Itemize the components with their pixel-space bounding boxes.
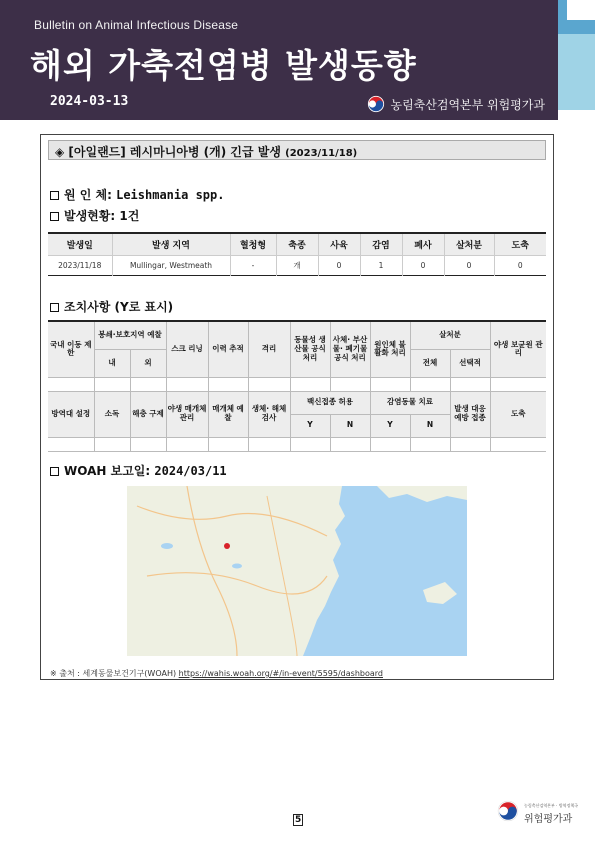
measure-header: 원인체 불활화 처리 xyxy=(370,321,410,377)
col-header: 감염 xyxy=(360,233,402,255)
checkbox-square-icon xyxy=(50,303,59,312)
outbreak-map xyxy=(127,486,467,656)
table-cell: 0 xyxy=(494,255,546,275)
measure-subheader: Y xyxy=(370,414,410,437)
status-label: 발생현황: xyxy=(64,209,120,223)
pathogen-label: 원 인 체: xyxy=(64,188,117,202)
table-cell xyxy=(490,377,546,391)
table-row xyxy=(48,255,546,275)
col-header: 발생 지역 xyxy=(112,233,230,255)
col-header: 혈청형 xyxy=(230,233,276,255)
woah-label: WOAH 보고일: xyxy=(64,464,155,478)
measure-subheader: N xyxy=(410,414,450,437)
table-cell xyxy=(48,377,94,391)
table-cell: 0 xyxy=(444,255,494,275)
table-cell xyxy=(94,377,130,391)
page-title: 해외 가축전염병 발생동향 xyxy=(30,46,417,85)
measures-table xyxy=(48,320,546,452)
table-cell xyxy=(166,377,208,391)
table-row xyxy=(48,377,546,391)
woah-date: 2024/03/11 xyxy=(154,464,227,478)
korea-emblem-icon xyxy=(497,800,519,822)
org-label xyxy=(367,95,545,113)
checkbox-square-icon xyxy=(50,191,59,200)
table-cell xyxy=(130,437,166,451)
measures-label: 조치사항 (Y로 표시) xyxy=(64,300,174,314)
table-cell xyxy=(370,377,410,391)
table-cell: 2023/11/18 xyxy=(48,255,112,275)
table-cell xyxy=(166,437,208,451)
measure-header: 해충 구제 xyxy=(130,391,166,437)
issue-date: 2024-03-13 xyxy=(50,94,129,109)
col-header: 발생일 xyxy=(48,233,112,255)
measure-header: 스크 리닝 xyxy=(166,321,208,377)
table-cell xyxy=(450,437,490,451)
table-cell: 개 xyxy=(276,255,318,275)
col-header: 살처분 xyxy=(444,233,494,255)
table-cell xyxy=(330,377,370,391)
footer-org: 위험평가과 xyxy=(524,814,573,825)
measure-header: 발생 대응 예방 접종 xyxy=(450,391,490,437)
measure-subheader: 내 xyxy=(94,350,130,377)
table-cell xyxy=(290,437,330,451)
measure-subheader: 외 xyxy=(130,350,166,377)
measure-header: 격리 xyxy=(248,321,290,377)
bulletin-label: Bulletin on Animal Infectious Disease xyxy=(34,18,239,32)
measure-header: 감염동물 치료 xyxy=(370,391,450,414)
col-header: 폐사 xyxy=(402,233,444,255)
pathogen-line xyxy=(50,186,224,203)
table-cell: Mullingar, Westmeath xyxy=(112,255,230,275)
table-cell: 0 xyxy=(318,255,360,275)
report-title-date: (2023/11/18) xyxy=(285,148,358,159)
checkbox-square-icon xyxy=(50,467,59,476)
footer-org-small: 농림축산검역본부 · 방역정책국 xyxy=(524,803,579,808)
outbreak-table xyxy=(48,232,546,276)
measure-header: 방역대 설정 xyxy=(48,391,94,437)
measure-subheader: 선택적 xyxy=(450,350,490,377)
source-note xyxy=(50,668,383,679)
table-cell xyxy=(370,437,410,451)
table-cell xyxy=(410,377,450,391)
table-cell xyxy=(248,437,290,451)
table-cell xyxy=(290,377,330,391)
measure-header: 동물성 생산물 공식 처리 xyxy=(290,321,330,377)
table-cell xyxy=(208,377,248,391)
korea-emblem-icon xyxy=(367,95,385,113)
measure-header: 매개체 예찰 xyxy=(208,391,248,437)
outbreak-marker-icon xyxy=(224,543,230,549)
col-header: 사육 xyxy=(318,233,360,255)
table-row xyxy=(48,437,546,451)
table-cell xyxy=(410,437,450,451)
header-accent-notch xyxy=(567,0,595,20)
measure-header: 살처분 xyxy=(410,321,490,350)
status-line xyxy=(50,207,139,224)
measure-header: 야생 보균원 관리 xyxy=(490,321,546,377)
table-cell xyxy=(330,437,370,451)
measure-subheader: Y xyxy=(290,414,330,437)
measure-header: 국내 이동 제한 xyxy=(48,321,94,377)
report-title-text: ◈ [아일랜드] 레시마니아병 (개) 긴급 발생 xyxy=(55,145,281,159)
source-link[interactable]: https://wahis.woah.org/#/in-event/5595/dashboard xyxy=(178,669,383,678)
pathogen-value: Leishmania spp. xyxy=(116,188,225,202)
org-name: 농림축산검역본부 위험평가과 xyxy=(390,97,545,112)
measure-header: 도축 xyxy=(490,391,546,437)
measure-header: 소독 xyxy=(94,391,130,437)
table-cell xyxy=(94,437,130,451)
checkbox-square-icon xyxy=(50,212,59,221)
table-cell xyxy=(450,377,490,391)
table-cell xyxy=(208,437,248,451)
table-cell: 0 xyxy=(402,255,444,275)
measure-header: 야생 매개체 관리 xyxy=(166,391,208,437)
measure-header: 생체· 해체 검사 xyxy=(248,391,290,437)
measure-header: 봉쇄·보호지역 예찰 xyxy=(94,321,166,350)
table-cell xyxy=(248,377,290,391)
status-value: 1건 xyxy=(119,209,140,223)
measure-header: 이력 추적 xyxy=(208,321,248,377)
table-cell xyxy=(490,437,546,451)
report-title xyxy=(48,140,546,160)
table-header-row xyxy=(48,233,546,255)
measure-header: 사체· 부산물· 폐기물 공식 처리 xyxy=(330,321,370,377)
measure-header: 백신접종 허용 xyxy=(290,391,370,414)
table-cell xyxy=(48,437,94,451)
table-cell: - xyxy=(230,255,276,275)
table-cell: 1 xyxy=(360,255,402,275)
page-number: 5 xyxy=(295,815,302,825)
col-header: 도축 xyxy=(494,233,546,255)
source-label: ※ 출처 : 세계동물보건기구(WOAH) xyxy=(50,669,179,678)
table-cell xyxy=(130,377,166,391)
measures-line xyxy=(50,298,173,315)
measure-subheader: N xyxy=(330,414,370,437)
col-header: 축종 xyxy=(276,233,318,255)
measure-subheader: 전체 xyxy=(410,350,450,377)
woah-line xyxy=(50,462,227,479)
